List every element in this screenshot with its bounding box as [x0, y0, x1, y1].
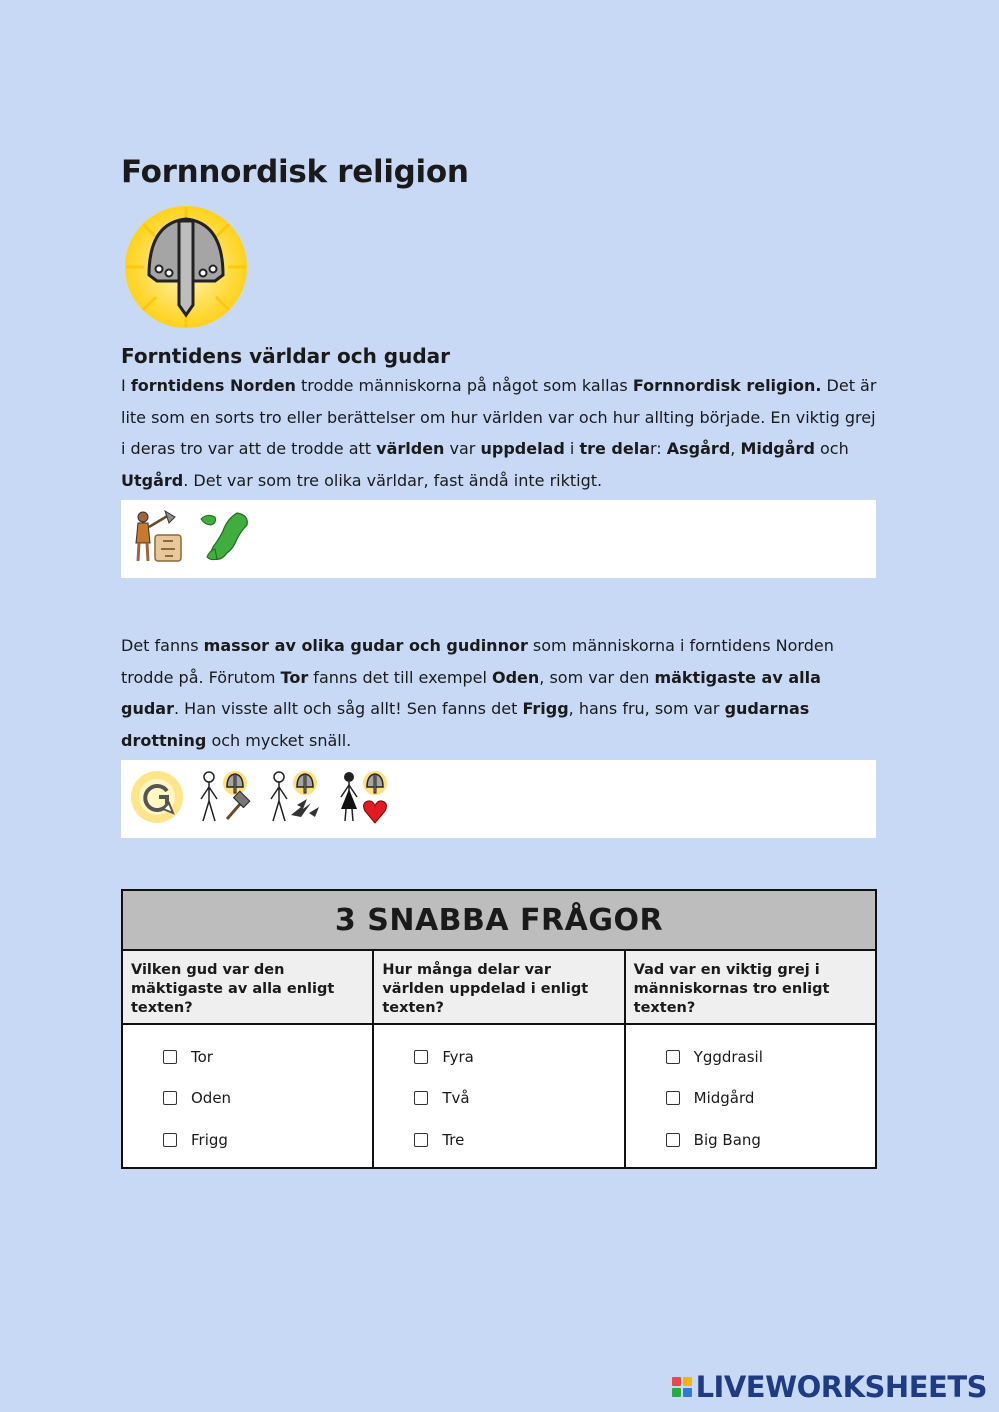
checkbox[interactable] [163, 1050, 177, 1064]
helmet-sun-icon [121, 205, 251, 330]
scandinavia-map-icon [197, 509, 253, 569]
quiz-column-2 [374, 951, 625, 1167]
checkbox[interactable] [666, 1050, 680, 1064]
checkbox[interactable] [163, 1133, 177, 1147]
stone-age-person-icon [129, 509, 185, 569]
frigg-icon [337, 769, 395, 829]
many-gods-icon [129, 769, 185, 829]
symbol-bar-gods [121, 760, 876, 838]
intro-paragraph: I forntidens Norden trodde människorna på något som kallas Fornnordisk religion. Det är lite som en sorts tro eller berättelser om hur världen var och hur allting började. En viktig grej i deras tro var att de trodde att världen var uppdelad i tre delar: Asgård, Midgård och Utgård. Det var som tre olika världar, fast ändå inte riktigt. [121, 376, 877, 490]
quiz-title: 3 SNABBA FRÅGOR [123, 891, 875, 951]
option-yggdrasil[interactable]: Yggdrasil [666, 1036, 875, 1078]
option-tor[interactable]: Tor [163, 1036, 372, 1078]
question-1: Vilken gud var den mäktigaste av alla enligt texten? [123, 951, 372, 1025]
section-heading: Forntidens världar och gudar [121, 344, 451, 368]
checkbox[interactable] [163, 1091, 177, 1105]
option-tre[interactable]: Tre [414, 1119, 623, 1161]
option-midgard[interactable]: Midgård [666, 1078, 875, 1120]
symbol-bar-worlds [121, 500, 876, 578]
quiz-table [121, 889, 877, 1169]
question-3: Vad var en viktig grej i människornas tro enligt texten? [626, 951, 875, 1025]
option-big-bang[interactable]: Big Bang [666, 1119, 875, 1161]
oden-icon [267, 769, 325, 829]
option-oden[interactable]: Oden [163, 1078, 372, 1120]
quiz-column-1 [123, 951, 374, 1167]
checkbox[interactable] [666, 1133, 680, 1147]
question-2: Hur många delar var världen uppdelad i enligt texten? [374, 951, 623, 1025]
checkbox[interactable] [414, 1091, 428, 1105]
checkbox[interactable] [414, 1050, 428, 1064]
gods-paragraph: Det fanns massor av olika gudar och gudinnor som människorna i forntidens Norden trodde på. Förutom Tor fanns det till exempel Oden, som var den mäktigaste av alla gudar. Han visste allt och såg allt! Sen fanns det Frigg, hans fru, som var gudarnas drottning och mycket snäll. [121, 636, 834, 750]
option-frigg[interactable]: Frigg [163, 1119, 372, 1161]
page-title: Fornnordisk religion [121, 154, 469, 190]
quiz-column-3 [626, 951, 875, 1167]
option-fyra[interactable]: Fyra [414, 1036, 623, 1078]
checkbox[interactable] [414, 1133, 428, 1147]
liveworksheets-logo[interactable] [672, 1370, 987, 1404]
checkbox[interactable] [666, 1091, 680, 1105]
logo-mark-icon [672, 1377, 692, 1397]
quiz-questions-row [123, 951, 875, 1167]
tor-icon [197, 769, 255, 829]
option-tva[interactable]: Två [414, 1078, 623, 1120]
brand-name: LIVEWORKSHEETS [695, 1370, 987, 1404]
